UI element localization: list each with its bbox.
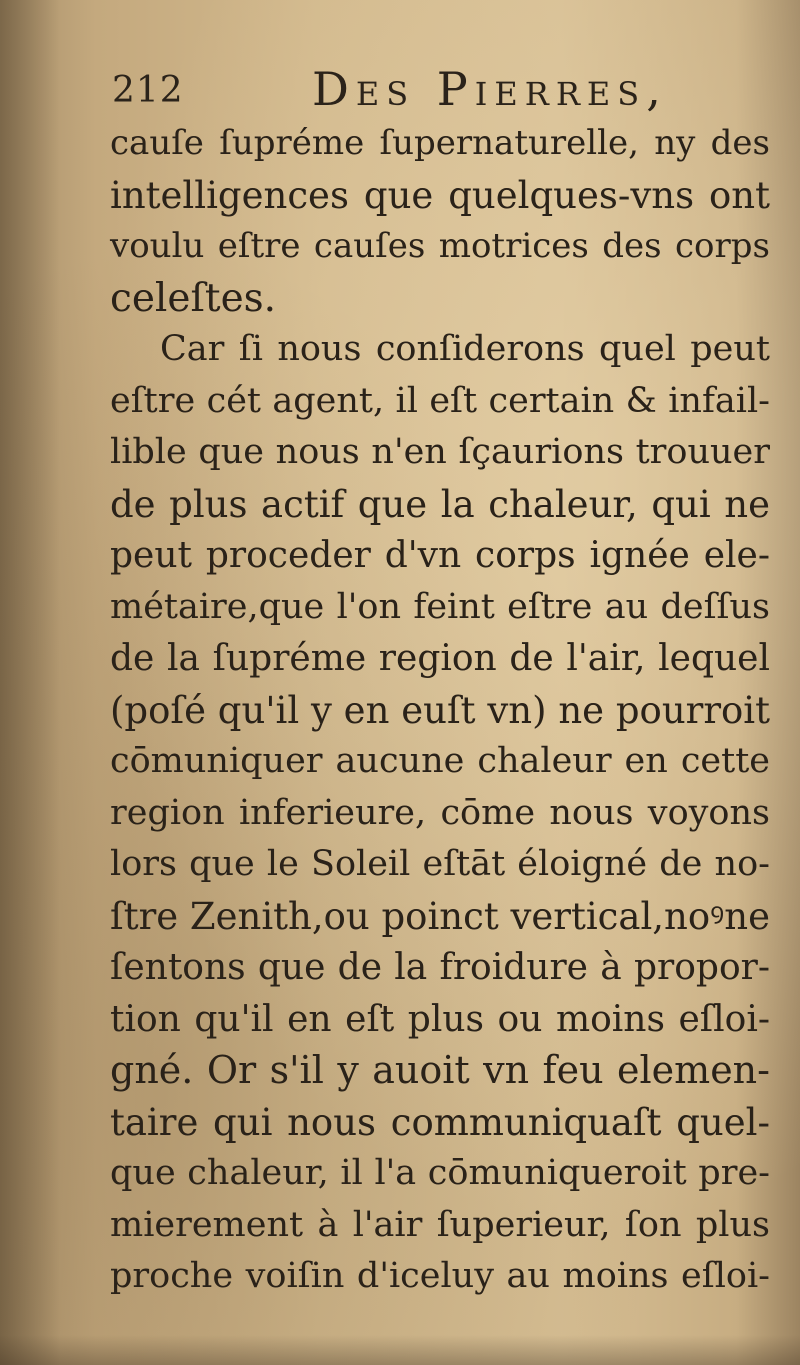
text-line: eſtre cét agent, il eſt certain & infail- (110, 380, 770, 421)
text-line: intelligences que quelques-vns ont (110, 173, 770, 217)
text-line: celeſtes. (110, 275, 277, 321)
text-line: cauſe ſupréme ſupernaturelle, ny des (110, 123, 770, 163)
text-line: peut proceder d'vn corps ignée ele- (110, 535, 770, 576)
text-line: mierement à l'air ſuperieur, ſon plus (110, 1204, 770, 1245)
text-line: (poſé qu'il y en euſt vn) ne pourroit (110, 688, 770, 732)
text-line: ſentons que de la froidure à propor- (110, 947, 770, 988)
text-line: de la ſupréme region de l'air, lequel (110, 638, 770, 679)
gutter-shadow (0, 0, 60, 1365)
text-line: que chaleur, il l'a cōmuniqueroit pre- (110, 1153, 770, 1193)
running-head: Des Pierres, (312, 62, 668, 116)
text-line: ſtre Zenith,ou poinct vertical,noꝰne (110, 894, 771, 938)
page-number: 212 (112, 70, 184, 111)
page-header (112, 62, 772, 122)
bottom-shadow (0, 1335, 800, 1365)
text-line: tion qu'il en eſt plus ou moins eſloi- (110, 998, 770, 1040)
body-text (110, 118, 770, 1303)
text-line: gné. Or s'il y auoit vn feu elemen- (110, 1048, 770, 1092)
text-line: proche voiſin d'iceluy au moins eſloi- (110, 1256, 770, 1296)
text-line: cōmuniquer aucune chaleur en cette (110, 741, 770, 781)
text-line: Car ſi nous conſiderons quel peut (160, 329, 770, 369)
text-line: region inferieure, cōme nous voyons (110, 792, 770, 833)
text-line: métaire,que l'on feint eſtre au deſſus (110, 586, 770, 627)
text-line: de plus actif que la chaleur, qui ne (110, 482, 770, 526)
text-line: voulu eſtre cauſes motrices des corps (110, 226, 770, 266)
text-line: taire qui nous communiquaſt quel- (110, 1100, 770, 1144)
text-line: lors que le Soleil eſtāt éloigné de no- (110, 844, 770, 884)
text-line: lible que nous n'en ſçaurions trouuer (110, 432, 770, 472)
